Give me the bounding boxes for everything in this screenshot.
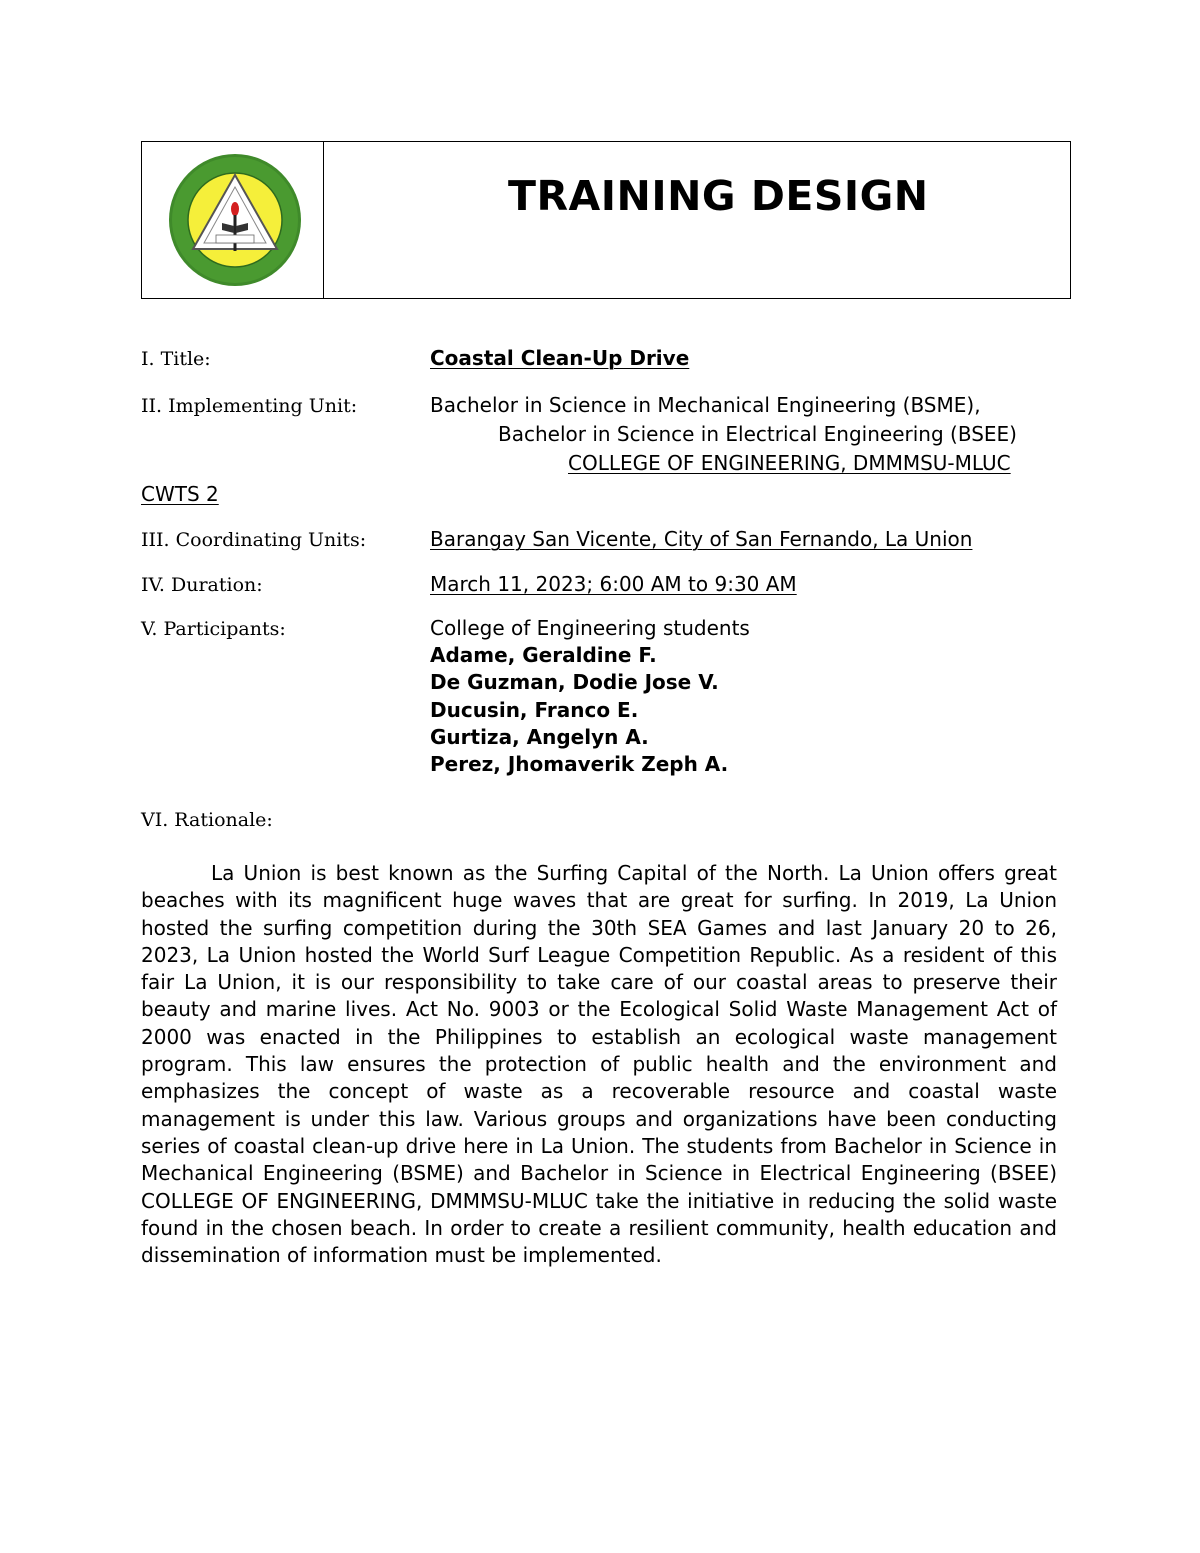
participants-label: V. Participants: (141, 618, 286, 640)
implementing-unit-label: II. Implementing Unit: (141, 395, 358, 417)
duration-label: IV. Duration: (141, 574, 263, 596)
participant-name: De Guzman, Dodie Jose V. (430, 670, 719, 694)
logo-cell (142, 142, 324, 298)
title-label: I. Title: (141, 348, 211, 370)
rationale-label: VI. Rationale: (141, 809, 273, 831)
coordinating-units-label: III. Coordinating Units: (141, 529, 367, 551)
implementing-unit-line-4: CWTS 2 (141, 482, 219, 506)
header-table (141, 141, 1071, 299)
participants-group: College of Engineering students (430, 616, 750, 640)
participant-name: Adame, Geraldine F. (430, 643, 657, 667)
participant-name: Ducusin, Franco E. (430, 698, 639, 722)
coordinating-units-value: Barangay San Vicente, City of San Fernando, La Union (430, 527, 973, 551)
title-value: Coastal Clean-Up Drive (430, 346, 690, 370)
participant-name: Perez, Jhomaverik Zeph A. (430, 752, 729, 776)
duration-value: March 11, 2023; 6:00 AM to 9:30 AM (430, 572, 797, 596)
participant-name: Gurtiza, Angelyn A. (430, 725, 649, 749)
implementing-unit-line-3: COLLEGE OF ENGINEERING, DMMMSU-MLUC (568, 451, 1011, 475)
university-seal-logo (164, 153, 306, 287)
implementing-unit-line-1: Bachelor in Science in Mechanical Engineering (BSME), (430, 393, 981, 417)
rationale-paragraph: La Union is best known as the Surfing Capital of the North. La Union offers great beaches with its magnificent huge waves that are great for surfing. In 2019, La Union hosted the surfing competition during the 30th SEA Games and last January 20 to 26, 2023, La Union hosted the World Surf League Competition Republic. As a resident of this fair La Union, it is our responsibility to take care of our coastal areas to preserve their beauty and marine lives. Act No. 9003 or the Ecological Solid Waste Management Act of 2000 was enacted in the Philippines to establish an ecological waste management program. This law ensures the protection of public health and the environment and emphasizes the concept of waste as a recoverable resource and coastal waste management is under this law. Various groups and organizations have been conducting series of coastal clean-up drive here in La Union. The students from Bachelor in Science in Mechanical Engineering (BSME) and Bachelor in Science in Electrical Engineering (BSEE) COLLEGE OF ENGINEERING, DMMMSU-MLUC take the initiative in reducing the solid waste found in the chosen beach. In order to create a resilient community, health education and dissemination of information must be implemented. (141, 861, 1057, 1268)
implementing-unit-line-2: Bachelor in Science in Electrical Engineering (BSEE) (498, 422, 1017, 446)
document-title: TRAINING DESIGN (508, 172, 929, 220)
